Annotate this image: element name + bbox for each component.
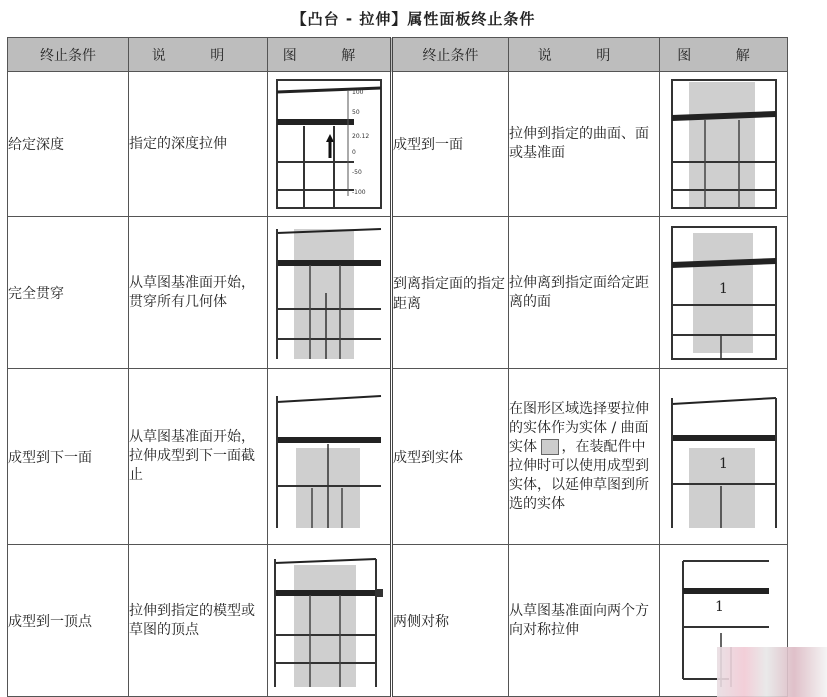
desc-offset-from-surface: 拉伸离到指定面给定距离的面 — [509, 217, 660, 369]
fig-offset-from-surface — [660, 217, 788, 369]
header-desc-left: 说 明 — [129, 38, 268, 72]
table-row — [8, 217, 788, 369]
desc-up-to-body-part1: 在图形区域选择要拉伸的实体作为实体 / 曲面实体 — [509, 400, 649, 455]
cond-through-all: 完全贯穿 — [8, 217, 129, 369]
ruler-tick-label: 0 — [352, 149, 356, 156]
desc-through-all: 从草图基准面开始，贯穿所有几何体 — [129, 217, 268, 369]
header-row — [8, 38, 788, 72]
desc-up-to-body-part2: ，在装配件中拉伸时可以使用成型到实体，以延伸草图到所选的实体 — [509, 438, 649, 512]
header-cond-right: 终止条件 — [392, 38, 509, 72]
desc-up-to-body — [509, 369, 660, 545]
table-row — [8, 369, 788, 545]
up-to-body-diagram — [669, 382, 779, 532]
cond-up-to-next: 成型到下一面 — [8, 369, 129, 545]
distance-label: 1 — [718, 280, 728, 297]
fig-up-to-next — [268, 369, 392, 545]
header-fig-left: 图 解 — [268, 38, 392, 72]
fig-through-all — [268, 217, 392, 369]
watermark-blur — [717, 647, 827, 697]
distance-label: 1 — [718, 455, 728, 472]
through-all-diagram — [274, 223, 384, 363]
cond-up-to-body: 成型到实体 — [392, 369, 509, 545]
cond-up-to-vertex: 成型到一顶点 — [8, 545, 129, 697]
desc-up-to-surface: 拉伸到指定的曲面、面或基准面 — [509, 72, 660, 217]
table-row — [8, 72, 788, 217]
fig-up-to-surface — [660, 72, 788, 217]
table-row — [8, 545, 788, 697]
vertex-marker-icon — [376, 589, 383, 597]
fig-up-to-vertex — [268, 545, 392, 697]
ruler-tick-label: 100 — [352, 89, 364, 96]
up-to-vertex-diagram — [272, 551, 386, 691]
up-to-next-diagram — [274, 382, 384, 532]
header-cond-left: 终止条件 — [8, 38, 129, 72]
offset-diagram — [669, 223, 779, 363]
cond-up-to-surface: 成型到一面 — [392, 72, 509, 217]
desc-up-to-vertex: 拉伸到指定的模型或草图的顶点 — [129, 545, 268, 697]
cond-mid-plane: 两侧对称 — [392, 545, 509, 697]
up-to-surface-diagram — [669, 76, 779, 212]
fig-up-to-body — [660, 369, 788, 545]
ruler-tick-label: 20.12 — [352, 133, 370, 140]
header-desc-right: 说 明 — [509, 38, 660, 72]
ruler-tick-label: -100 — [352, 189, 366, 196]
blind-diagram — [274, 76, 384, 212]
ruler-tick-label: -50 — [352, 169, 362, 176]
distance-label: 1 — [714, 598, 724, 615]
page-title: 【凸台 - 拉伸】属性面板终止条件 — [291, 10, 536, 28]
termination-conditions-table — [7, 37, 788, 697]
solid-body-icon — [541, 439, 559, 455]
desc-up-to-next: 从草图基准面开始，拉伸成型到下一面截止 — [129, 369, 268, 545]
ruler-tick-label: 50 — [352, 109, 360, 116]
cond-blind: 给定深度 — [8, 72, 129, 217]
desc-mid-plane: 从草图基准面向两个方向对称拉伸 — [509, 545, 660, 697]
desc-blind: 指定的深度拉伸 — [129, 72, 268, 217]
cond-offset-from-surface: 到离指定面的指定距离 — [392, 217, 509, 369]
header-fig-right: 图 解 — [660, 38, 788, 72]
fig-blind — [268, 72, 392, 217]
